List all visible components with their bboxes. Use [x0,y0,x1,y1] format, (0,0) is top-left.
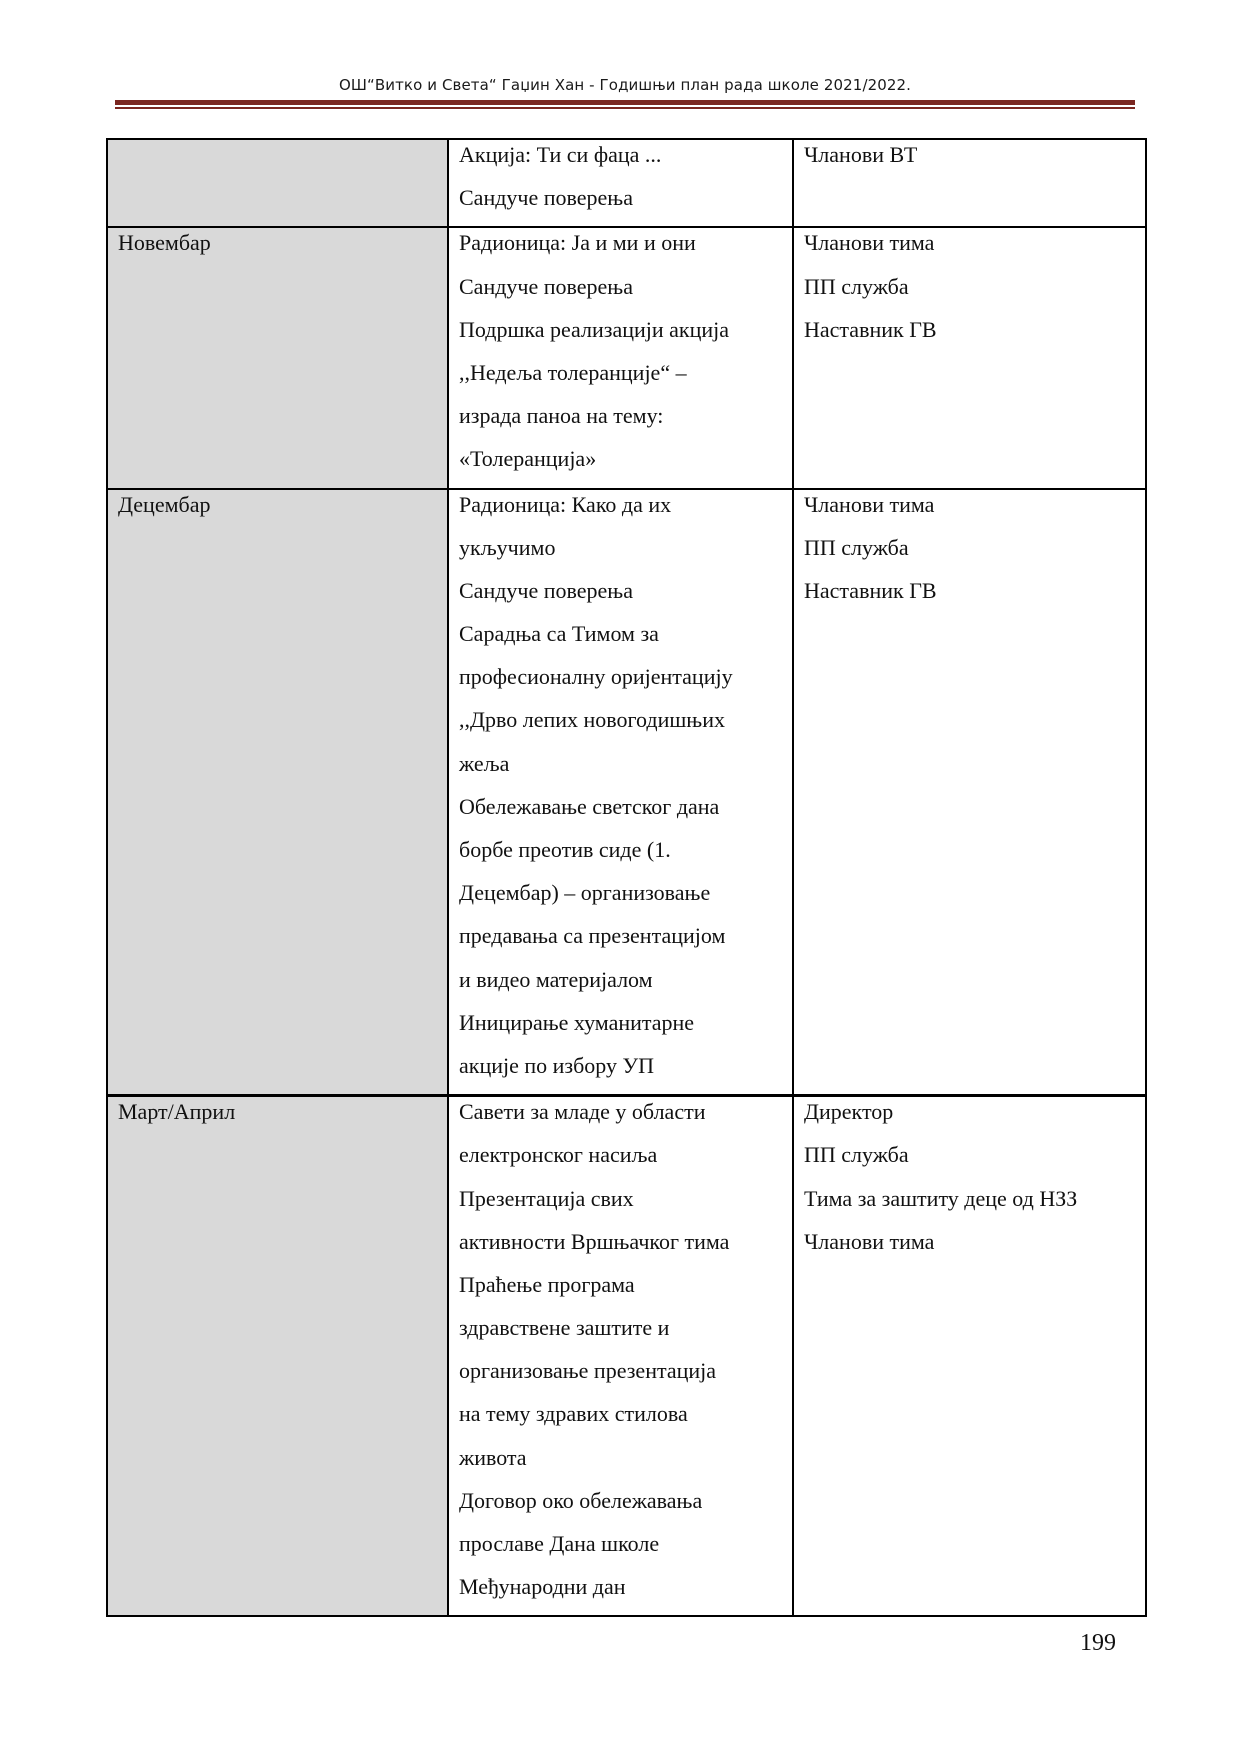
header-rule-thick [115,100,1135,105]
responsible-line: Чланови ВТ [804,142,918,167]
activity-line: професионалну оријентацију [459,664,733,690]
responsible-cell [793,1096,1146,1617]
activity-line: Акција: Ти си фаца ... [459,142,662,167]
activity-line: Обележавање светског дана [459,793,720,819]
activity-line: борбе преотив сиде (1. [459,837,671,862]
activity-line: активности Вршњачког тима [459,1228,730,1254]
responsible-line: ПП служба [804,273,909,299]
activities-cell [448,227,793,488]
activities-cell [448,1096,793,1617]
responsible-line: Наставник ГВ [804,577,937,603]
activity-line: прославе Дана школе [459,1531,660,1556]
month-label: Новембар [118,230,211,256]
month-label: Децембар [118,491,211,517]
responsible-line: Чланови тима [804,1228,935,1254]
responsible-line: Тима за заштиту деце од НЗЗ [804,1185,1078,1211]
activity-line: Сандуче поверења [459,577,633,603]
month-cell [107,139,448,227]
activity-line: Савети за младе у области [459,1099,706,1125]
month-cell [107,489,448,1096]
activity-line: укључимо [459,534,556,560]
responsible-line: ПП служба [804,1142,909,1168]
table-row [107,139,1146,227]
responsible-line: ПП служба [804,534,909,560]
plan-table [106,138,1147,1617]
activity-line: Праћење програма [459,1271,635,1297]
activity-line: Сандуче поверења [459,185,633,211]
activities-cell [448,489,793,1096]
activity-line: акције по избору УП [459,1052,654,1078]
page-header: ОШ“Витко и Света“ Гаџин Хан - Годишњи план рада школе 2021/2022. [338,76,912,94]
activity-line: Иницирање хуманитарне [459,1009,695,1035]
activity-line: Договор око обележавања [459,1487,703,1513]
activity-line: Међународни дан [459,1574,626,1600]
activity-line: «Толеранција» [459,446,597,472]
activities-cell [448,139,793,227]
activity-line: Радионица: Како да их [459,491,672,517]
table-row [107,227,1146,488]
month-cell [107,1096,448,1617]
activity-line: живота [459,1444,527,1470]
table-row [107,1096,1146,1617]
activity-line: ,,Недеља толеранције“ – [459,359,687,385]
month-label [118,140,439,183]
activity-line: предавања са презентацијом [459,923,726,949]
header-rule-thin [115,107,1135,109]
responsible-cell [793,227,1146,488]
responsible-cell [793,489,1146,1096]
activity-line: Децембар) – организовање [459,880,711,906]
responsible-line: Директор [804,1099,894,1125]
page-number: 199 [1080,1630,1116,1656]
activity-line: Радионица: Ја и ми и они [459,230,696,256]
activity-line: организовање презентација [459,1358,717,1384]
month-cell [107,227,448,488]
activity-line: ,,Дрво лепих новогодишњих [459,707,725,733]
responsible-line: Чланови тима [804,491,935,517]
activity-line: израда паноа на тему: [459,403,664,429]
table-row [107,489,1146,1096]
responsible-line: Наставник ГВ [804,316,937,342]
activity-line: и видео материјалом [459,966,653,992]
responsible-line: Чланови тима [804,230,935,256]
activity-line: Сандуче поверења [459,273,633,299]
activity-line: на тему здравих стилова [459,1401,688,1427]
responsible-cell [793,139,1146,227]
activity-line: Подршка реализацији акција [459,316,730,342]
activity-line: Презентација свих [459,1185,634,1211]
activity-line: електронског насиља [459,1142,658,1168]
month-label: Март/Април [118,1099,236,1125]
activity-line: Сарадња са Тимом за [459,621,659,647]
activity-line: здравствене заштите и [459,1315,670,1341]
activity-line: жеља [459,750,510,776]
